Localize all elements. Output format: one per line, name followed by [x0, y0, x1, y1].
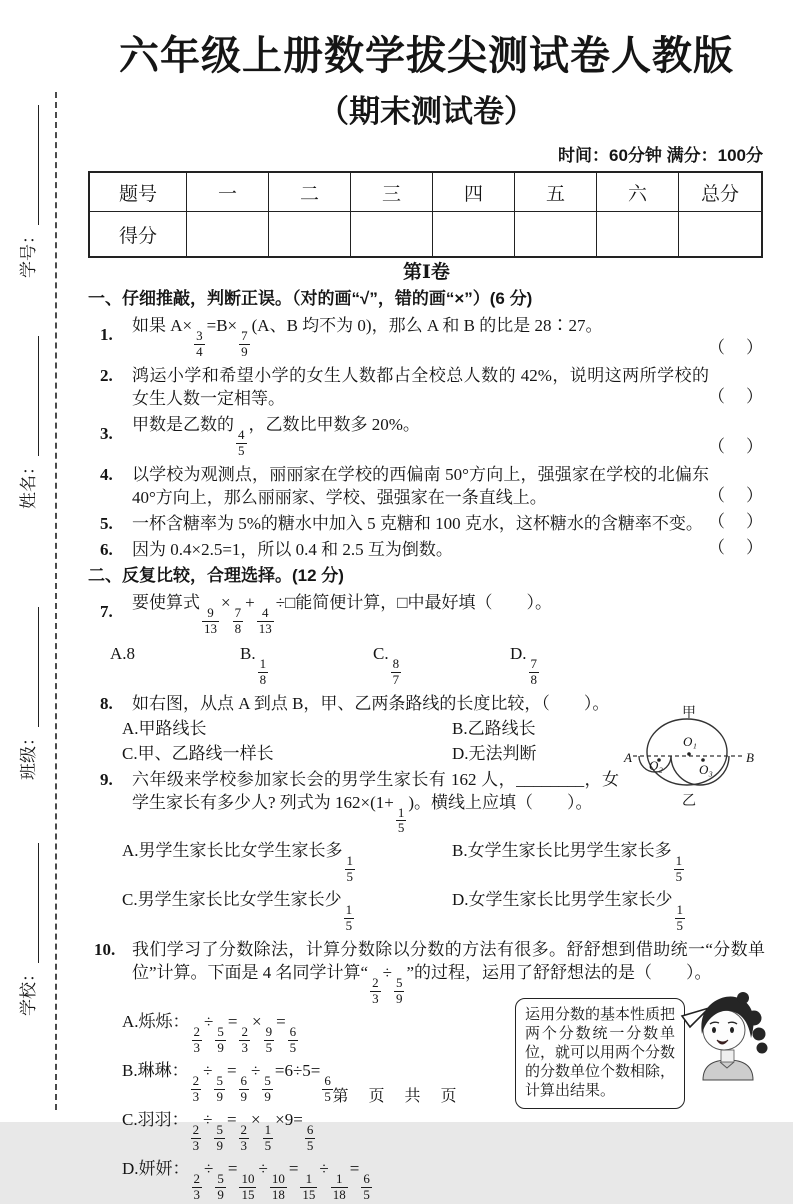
- score-table-col-3: 三: [351, 172, 433, 212]
- fraction: $\frac{1}{18}$: [332, 1170, 346, 1202]
- question-text: 要使算式 $\frac{9}{13}$ × $\frac{7}{8}$ + $\frac{4}{13}$ ÷□能简便计算，□中最好填（ ）。: [132, 592, 553, 636]
- paper-title: 六年级上册数学拔尖测试卷人教版: [119, 34, 734, 78]
- fraction: $\frac{1}{5}$: [676, 902, 684, 934]
- judge-question-1: [88, 314, 765, 361]
- volume-header: 第Ⅰ卷: [403, 262, 450, 283]
- q9-options: [88, 839, 765, 935]
- fraction: $\frac{6}{9}$: [240, 1072, 248, 1104]
- school-field: [17, 826, 39, 1016]
- score-table-col-4: 四: [433, 172, 515, 212]
- student-name-label: 姓名：: [19, 458, 38, 509]
- option-d: D.无法判断: [452, 743, 537, 763]
- score-cell: [269, 212, 351, 258]
- fraction: $\frac{8}{7}$: [392, 655, 400, 687]
- dashed-divider: [55, 92, 57, 1110]
- fraction: $\frac{5}{9}$: [217, 1024, 224, 1055]
- score-cell: [433, 212, 515, 258]
- fraction: $\frac{2}{3}$: [372, 975, 379, 1007]
- choice-question-8: [88, 692, 765, 715]
- q7-options: [88, 642, 765, 689]
- q10-option-d: D.妍妍： $\frac{2}{3}$ ÷ $\frac{5}{9}$ = $\frac{10}{15}$ ÷ $\frac{10}{18}$ = $\frac{1}{15}$ ÷ $\frac{1}{18}$ = $\frac{6}{5}$: [122, 1158, 370, 1202]
- score-table-col-6: 六: [597, 172, 679, 212]
- paper-content: [88, 20, 765, 1204]
- section2-heading: 二、反复比较，合理选择。(12 分): [88, 565, 344, 585]
- route-yi-label: 乙: [682, 793, 696, 809]
- fraction: $\frac{9}{13}$: [204, 604, 217, 636]
- question-number: 6.: [100, 539, 113, 559]
- fraction: $\frac{1}{5}$: [346, 853, 354, 885]
- answer-blank: （ ）: [708, 485, 765, 505]
- score-table-col-1: 一: [187, 172, 269, 212]
- fraction: $\frac{2}{3}$: [193, 1024, 201, 1055]
- question-text: 甲数是乙数的 $\frac{4}{5}$ ，乙数比甲数多 20%。: [132, 414, 420, 458]
- option-a: A.甲路线长: [122, 718, 207, 738]
- center-o2-label: O₂: [649, 757, 663, 773]
- score-table-col-total: 总分: [679, 172, 763, 212]
- question-number: 2.: [100, 365, 113, 385]
- question-text: 我们学习了分数除法，计算分数除以分数的方法有很多。舒舒想到借助统一“分数单位”计算。下面是 4 名同学计算“ $\frac{2}{3}$ ÷ $\frac{5}{9}$ ”的过程，运用了舒舒想法的是（ ）。: [132, 940, 765, 1007]
- fraction: $\frac{5}{9}$: [216, 1121, 223, 1153]
- question-number: 4.: [100, 464, 113, 484]
- score-cell: [597, 212, 679, 258]
- center-o1-label: O₁: [683, 733, 697, 749]
- class-field: [17, 590, 39, 780]
- fraction: $\frac{1}{15}$: [302, 1170, 316, 1202]
- fraction: $\frac{2}{3}$: [192, 1072, 200, 1104]
- q8-options: [88, 717, 619, 765]
- class-blank-line: [24, 607, 39, 727]
- question-number: 9.: [100, 769, 113, 789]
- fraction: $\frac{1}{8}$: [259, 655, 267, 687]
- q10-option-b: B.琳琳： $\frac{2}{3}$ ÷ $\frac{5}{9}$ = $\frac{6}{9}$ ÷ $\frac{5}{9}$ =6÷5= $\frac{6}{5}$: [122, 1060, 331, 1104]
- fraction: $\frac{5}{9}$: [395, 975, 403, 1007]
- answer-blank: （ ）: [708, 436, 765, 456]
- question-number: 7.: [100, 601, 113, 621]
- fraction: $\frac{1}{5}$: [264, 1121, 272, 1153]
- option-c: C.男学生家长比女学生家长少 $\frac{1}{5}$: [122, 890, 353, 934]
- point-a-label: A: [624, 749, 632, 765]
- fraction: $\frac{2}{3}$: [192, 1121, 200, 1153]
- question-text: 六年级来学校参加家长会的男学生家长有 162 人，________，女学生家长有多少人? 列式为 162×(1+ $\frac{1}{5}$ )。横线上应填（ ）。: [132, 769, 619, 836]
- fraction: $\frac{5}{9}$: [217, 1170, 224, 1202]
- judge-question-4: [88, 463, 765, 509]
- student-id-blank-line: [24, 105, 39, 225]
- fraction: $\frac{7}{8}$: [234, 604, 242, 636]
- time-score-info: 时间：60分钟 满分：100分: [558, 146, 763, 165]
- score-cell: [679, 212, 763, 258]
- fraction: $\frac{10}{15}$: [241, 1170, 255, 1202]
- class-label: 班级：: [19, 729, 38, 780]
- q10-region: [88, 938, 765, 1203]
- fraction: $\frac{1}{5}$: [397, 804, 405, 836]
- question-number: 3.: [100, 423, 113, 443]
- question-text: 因为 0.4×2.5=1，所以 0.4 和 2.5 互为倒数。: [132, 539, 453, 559]
- q8-q9-region: [88, 692, 765, 936]
- fraction: $\frac{6}{5}$: [289, 1024, 297, 1055]
- score-cell: [515, 212, 597, 258]
- score-cell: [351, 212, 433, 258]
- option-b: B.乙路线长: [452, 718, 536, 738]
- option-d: D.女学生家长比男学生家长少 $\frac{1}{5}$: [452, 890, 684, 934]
- fraction: $\frac{6}{5}$: [324, 1072, 331, 1104]
- score-cell: [187, 212, 269, 258]
- student-id-field: [17, 88, 39, 278]
- answer-blank: （ ）: [708, 537, 765, 557]
- fraction: $\frac{6}{5}$: [306, 1121, 314, 1153]
- answer-blank: （ ）: [708, 386, 765, 406]
- question-text: 如果 A× $\frac{3}{4}$ =B× $\frac{7}{9}$ (A、B 均不为 0)，那么 A 和 B 的比是 28∶27。: [132, 316, 603, 359]
- fraction: $\frac{2}{3}$: [193, 1170, 201, 1202]
- option-c: C.甲、乙路线一样长: [122, 743, 274, 763]
- center-o3-label: O₃: [699, 761, 713, 777]
- question-text: 鸿运小学和希望小学的女生人数都占全校总人数的 42%，说明这两所学校的女生人数一定相等。: [132, 365, 709, 408]
- choice-question-9: [88, 768, 765, 838]
- fraction: $\frac{1}{5}$: [345, 902, 353, 934]
- student-name-blank-line: [24, 336, 39, 456]
- q10-option-a: A.烁烁： $\frac{2}{3}$ ÷ $\frac{5}{9}$ = $\frac{2}{3}$ × $\frac{9}{5}$ = $\frac{6}{5}$: [122, 1012, 297, 1055]
- page-footer: 第 页 共 页: [332, 1088, 461, 1105]
- school-blank-line: [24, 843, 39, 963]
- fraction: $\frac{4}{13}$: [258, 604, 272, 636]
- fraction: $\frac{4}{5}$: [238, 426, 245, 458]
- judge-question-5: [88, 512, 765, 535]
- student-name-field: [17, 319, 39, 509]
- option-d: D. $\frac{7}{8}$: [510, 643, 538, 687]
- option-c: C. $\frac{8}{7}$: [373, 643, 400, 687]
- student-id-label: 学号：: [19, 227, 38, 278]
- speech-bubble: 运用分数的基本性质把两个分数统一分数单位，就可以用两个分数的分数单位个数相除，计算出结果。: [515, 998, 685, 1109]
- route-jia-label: 甲: [682, 705, 696, 721]
- score-table: [88, 171, 763, 258]
- judge-question-3: [88, 413, 765, 460]
- option-a: A.8: [110, 643, 136, 663]
- fraction: $\frac{5}{9}$: [264, 1072, 271, 1104]
- point-b-label: B: [746, 749, 754, 765]
- fraction: $\frac{7}{9}$: [241, 328, 248, 359]
- question-number: 10.: [94, 940, 116, 960]
- score-table-col-2: 二: [269, 172, 351, 212]
- choice-question-7: [88, 591, 765, 638]
- option-b: B.女学生家长比男学生家长多 $\frac{1}{5}$: [452, 841, 683, 885]
- question-text: 以学校为观测点，丽丽家在学校的西偏南 50°方向上，强强家在学校的北偏东 40°方向上，那么丽丽家、学校、强强家在一条直线上。: [132, 464, 709, 507]
- score-table-header-row: [89, 172, 762, 212]
- question-text: 如右图，从点 A 到点 B，甲、乙两条路线的长度比较，（ ）。: [132, 693, 610, 713]
- score-table-col-5: 五: [515, 172, 597, 212]
- option-a: A.男学生家长比女学生家长多 $\frac{1}{5}$: [122, 841, 354, 885]
- fraction: $\frac{1}{5}$: [675, 853, 683, 885]
- fraction: $\frac{5}{9}$: [216, 1072, 223, 1104]
- fraction: $\frac{9}{5}$: [265, 1024, 273, 1055]
- fraction: $\frac{7}{8}$: [530, 655, 538, 687]
- fraction: $\frac{6}{5}$: [363, 1170, 370, 1202]
- fraction: $\frac{2}{3}$: [240, 1121, 248, 1153]
- question-number: 8.: [100, 693, 113, 713]
- question-number: 1.: [100, 325, 113, 344]
- question-text: 一杯含糖率为 5%的糖水中加入 5 克糖和 100 克水，这杯糖水的含糖率不变。: [132, 513, 703, 533]
- school-label: 学校：: [19, 965, 38, 1016]
- girl-illustration: [685, 988, 771, 1082]
- fraction: $\frac{10}{18}$: [271, 1170, 285, 1202]
- judge-question-6: [88, 538, 765, 561]
- score-row-label: 得分: [89, 212, 187, 258]
- score-table-corner: 题号: [89, 172, 187, 212]
- fraction: $\frac{2}{3}$: [241, 1024, 248, 1055]
- fraction: $\frac{3}{4}$: [196, 328, 203, 359]
- answer-blank: （ ）: [708, 337, 765, 357]
- section1-heading: 一、仔细推敲，判断正误。（对的画“√”，错的画“×”）(6 分): [88, 289, 533, 308]
- paper-subtitle: （期末测试卷）: [318, 94, 535, 129]
- option-b: B. $\frac{1}{8}$: [240, 643, 267, 687]
- question-number: 5.: [100, 513, 113, 533]
- q10-option-c: C.羽羽： $\frac{2}{3}$ ÷ $\frac{5}{9}$ = $\frac{2}{3}$ × $\frac{1}{5}$ ×9= $\frac{6}{5}$: [122, 1109, 314, 1153]
- judge-question-2: [88, 364, 765, 410]
- score-table-score-row: [89, 212, 762, 258]
- answer-blank: （ ）: [708, 511, 765, 531]
